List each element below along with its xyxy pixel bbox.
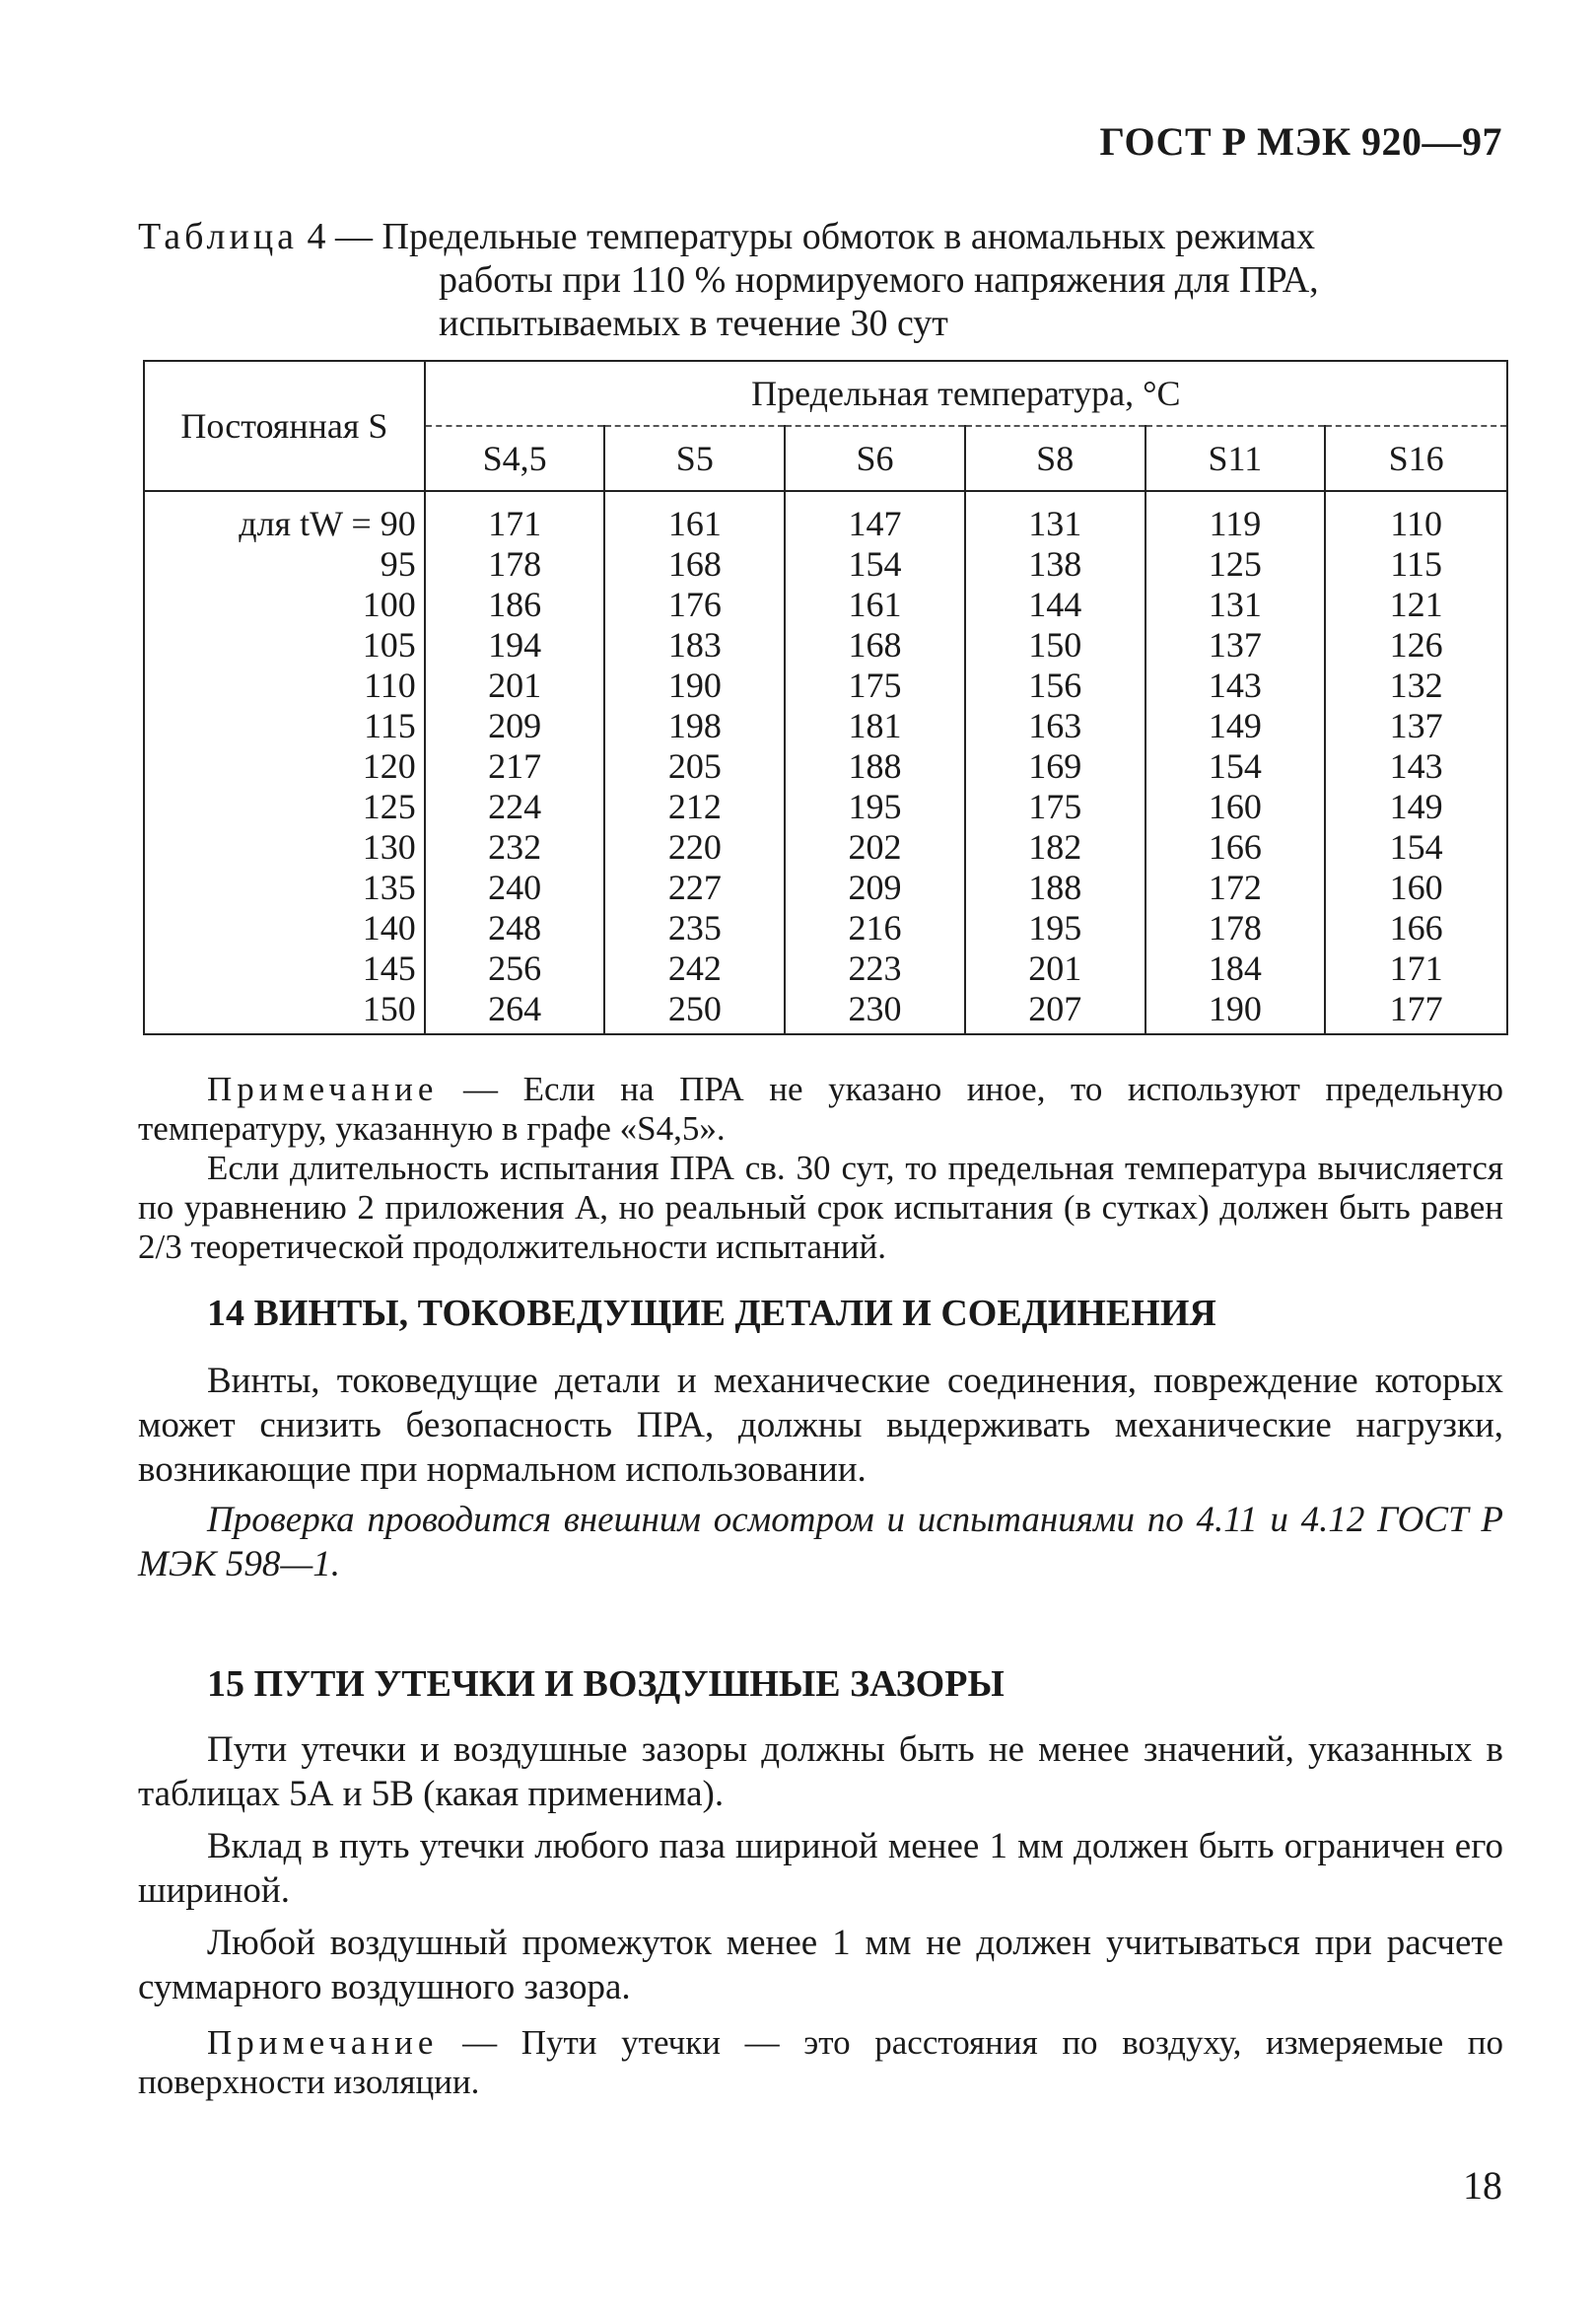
table-caption-label: Таблица xyxy=(138,216,299,257)
row-label: 100 xyxy=(144,585,425,625)
table-cell: 160 xyxy=(1145,787,1326,827)
table-caption xyxy=(138,215,1498,345)
table-cell: 195 xyxy=(785,787,965,827)
page-number: 18 xyxy=(1463,2163,1502,2208)
table-cell: 209 xyxy=(785,868,965,908)
table-cell: 183 xyxy=(604,625,785,666)
table-cell: 137 xyxy=(1145,625,1326,666)
table-cell: 166 xyxy=(1325,908,1507,949)
section-15-heading: 15 ПУТИ УТЕЧКИ И ВОЗДУШНЫЕ ЗАЗОРЫ xyxy=(207,1663,1005,1705)
table-cell: 161 xyxy=(785,585,965,625)
table-cell: 201 xyxy=(425,666,605,706)
table-caption-line2: работы при 110 % нормируемого напряжения для ПРА, xyxy=(439,259,1319,301)
table-cell: 160 xyxy=(1325,868,1507,908)
section-15-paragraph-1: Пути утечки и воздушные зазоры должны быть не менее значений, указанных в таблицах 5А и 5В (какая применима). xyxy=(138,1729,1503,1814)
row-label: 135 xyxy=(144,868,425,908)
table-cell: 216 xyxy=(785,908,965,949)
table-row xyxy=(144,949,1507,989)
table-cell: 131 xyxy=(965,491,1145,544)
table-cell: 198 xyxy=(604,706,785,746)
table-cell: 205 xyxy=(604,746,785,787)
table-cell: 184 xyxy=(1145,949,1326,989)
table-cell: 217 xyxy=(425,746,605,787)
table-cell: 147 xyxy=(785,491,965,544)
table-cell: 176 xyxy=(604,585,785,625)
table-row xyxy=(144,666,1507,706)
table-cell: 178 xyxy=(1145,908,1326,949)
table-cell: 137 xyxy=(1325,706,1507,746)
table-caption-number: 4 — xyxy=(307,216,374,257)
table-cell: 248 xyxy=(425,908,605,949)
table-cell: 143 xyxy=(1325,746,1507,787)
row-label: 105 xyxy=(144,625,425,666)
table-cell: 154 xyxy=(785,544,965,585)
table-cell: 223 xyxy=(785,949,965,989)
table-cell: 250 xyxy=(604,989,785,1034)
table-cell: 264 xyxy=(425,989,605,1034)
table-cell: 149 xyxy=(1325,787,1507,827)
row-label: 140 xyxy=(144,908,425,949)
table-cell: 190 xyxy=(604,666,785,706)
note-1 xyxy=(138,1070,1503,1267)
table-cell: 168 xyxy=(604,544,785,585)
table-cell: 168 xyxy=(785,625,965,666)
table-cell: 143 xyxy=(1145,666,1326,706)
table-row xyxy=(144,827,1507,868)
table-cell: 224 xyxy=(425,787,605,827)
table-caption-line3: испытываемых в течение 30 сут xyxy=(439,303,948,344)
table-cell: 150 xyxy=(965,625,1145,666)
table-cell: 166 xyxy=(1145,827,1326,868)
table-cell: 172 xyxy=(1145,868,1326,908)
column-header: S8 xyxy=(965,426,1145,491)
note-1-text-2: Если длительность испытания ПРА св. 30 сут, то предельная температура вычисляется по уравнению 2 приложения А, но реальный срок испытания (в сутках) должен быть равен 2/3 теоретической продолжительности испытаний. xyxy=(138,1149,1503,1266)
column-header: S16 xyxy=(1325,426,1507,491)
section-15-body xyxy=(138,1727,1503,2102)
table-cell: 207 xyxy=(965,989,1145,1034)
table-cell: 121 xyxy=(1325,585,1507,625)
table-cell: 163 xyxy=(965,706,1145,746)
table-caption-line1: Предельные температуры обмоток в аномальных режимах xyxy=(382,216,1316,257)
table-row xyxy=(144,706,1507,746)
table-cell: 161 xyxy=(604,491,785,544)
table-row xyxy=(144,585,1507,625)
table-cell: 154 xyxy=(1325,827,1507,868)
table-cell: 256 xyxy=(425,949,605,989)
row-label: 125 xyxy=(144,787,425,827)
table-row xyxy=(144,787,1507,827)
table-row xyxy=(144,868,1507,908)
table-cell: 212 xyxy=(604,787,785,827)
table-cell: 209 xyxy=(425,706,605,746)
table-cell: 201 xyxy=(965,949,1145,989)
table-cell: 125 xyxy=(1145,544,1326,585)
row-label: 115 xyxy=(144,706,425,746)
table-row xyxy=(144,625,1507,666)
table-cell: 115 xyxy=(1325,544,1507,585)
table-cell: 195 xyxy=(965,908,1145,949)
table-cell: 149 xyxy=(1145,706,1326,746)
section-14-body xyxy=(138,1359,1503,1586)
row-label: 120 xyxy=(144,746,425,787)
table-cell: 227 xyxy=(604,868,785,908)
table-cell: 178 xyxy=(425,544,605,585)
table-row xyxy=(144,544,1507,585)
table-row xyxy=(144,908,1507,949)
table-cell: 175 xyxy=(785,666,965,706)
table-cell: 132 xyxy=(1325,666,1507,706)
stub-header: Постоянная S xyxy=(144,361,425,491)
table-cell: 119 xyxy=(1145,491,1326,544)
table-row xyxy=(144,746,1507,787)
table-cell: 230 xyxy=(785,989,965,1034)
table-cell: 156 xyxy=(965,666,1145,706)
section-14-paragraph: Винты, токоведущие детали и механические соединения, повреждение которых может снизить безопасность ПРА, должны выдерживать механические нагрузки, возникающие при нормальном использовании. xyxy=(138,1361,1503,1490)
row-label: 130 xyxy=(144,827,425,868)
note-2-text: — Пути утечки — это расстояния по воздуху, измеряемые по поверхности изоляции. xyxy=(138,2023,1503,2101)
table-cell: 126 xyxy=(1325,625,1507,666)
table-cell: 240 xyxy=(425,868,605,908)
section-14-check: Проверка проводится внешним осмотром и испытаниями по 4.11 и 4.12 ГОСТ Р МЭК 598—1. xyxy=(138,1500,1503,1584)
table-cell: 175 xyxy=(965,787,1145,827)
table-cell: 181 xyxy=(785,706,965,746)
table-cell: 202 xyxy=(785,827,965,868)
row-label: 95 xyxy=(144,544,425,585)
table-cell: 188 xyxy=(965,868,1145,908)
column-header: S5 xyxy=(604,426,785,491)
table-cell: 131 xyxy=(1145,585,1326,625)
table-cell: 154 xyxy=(1145,746,1326,787)
section-15-paragraph-2: Вклад в путь утечки любого паза шириной менее 1 мм должен быть ограничен его шириной. xyxy=(138,1826,1503,1911)
table-row xyxy=(144,491,1507,544)
note-1-text: — Если на ПРА не указано иное, то используют предельную температуру, указанную в графе «S4,5». xyxy=(138,1070,1503,1148)
table-cell: 169 xyxy=(965,746,1145,787)
table-cell: 188 xyxy=(785,746,965,787)
table-row xyxy=(144,989,1507,1034)
note-2-label: Примечание xyxy=(207,2023,439,2062)
table-cell: 177 xyxy=(1325,989,1507,1034)
table-cell: 220 xyxy=(604,827,785,868)
table-cell: 182 xyxy=(965,827,1145,868)
column-header: S4,5 xyxy=(425,426,605,491)
section-15-paragraph-3: Любой воздушный промежуток менее 1 мм не должен учитываться при расчете суммарного воздушного зазора. xyxy=(138,1923,1503,2007)
table-cell: 171 xyxy=(425,491,605,544)
row-label: 150 xyxy=(144,989,425,1034)
column-header: S11 xyxy=(1145,426,1326,491)
group-header: Предельная температура, °С xyxy=(425,361,1507,426)
table-cell: 242 xyxy=(604,949,785,989)
note-1-label: Примечание xyxy=(207,1070,439,1108)
table-cell: 235 xyxy=(604,908,785,949)
temperature-table xyxy=(143,360,1508,1035)
table-cell: 110 xyxy=(1325,491,1507,544)
row-label: для tW = 90 xyxy=(144,491,425,544)
document-code: ГОСТ Р МЭК 920—97 xyxy=(1099,119,1502,164)
column-header: S6 xyxy=(785,426,965,491)
table-cell: 186 xyxy=(425,585,605,625)
row-label: 145 xyxy=(144,949,425,989)
row-label: 110 xyxy=(144,666,425,706)
table-cell: 194 xyxy=(425,625,605,666)
section-14-heading: 14 ВИНТЫ, ТОКОВЕДУЩИЕ ДЕТАЛИ И СОЕДИНЕНИЯ xyxy=(207,1293,1216,1334)
table-cell: 171 xyxy=(1325,949,1507,989)
table-cell: 144 xyxy=(965,585,1145,625)
table-cell: 138 xyxy=(965,544,1145,585)
note-2 xyxy=(138,2023,1503,2102)
table-cell: 232 xyxy=(425,827,605,868)
table-cell: 190 xyxy=(1145,989,1326,1034)
